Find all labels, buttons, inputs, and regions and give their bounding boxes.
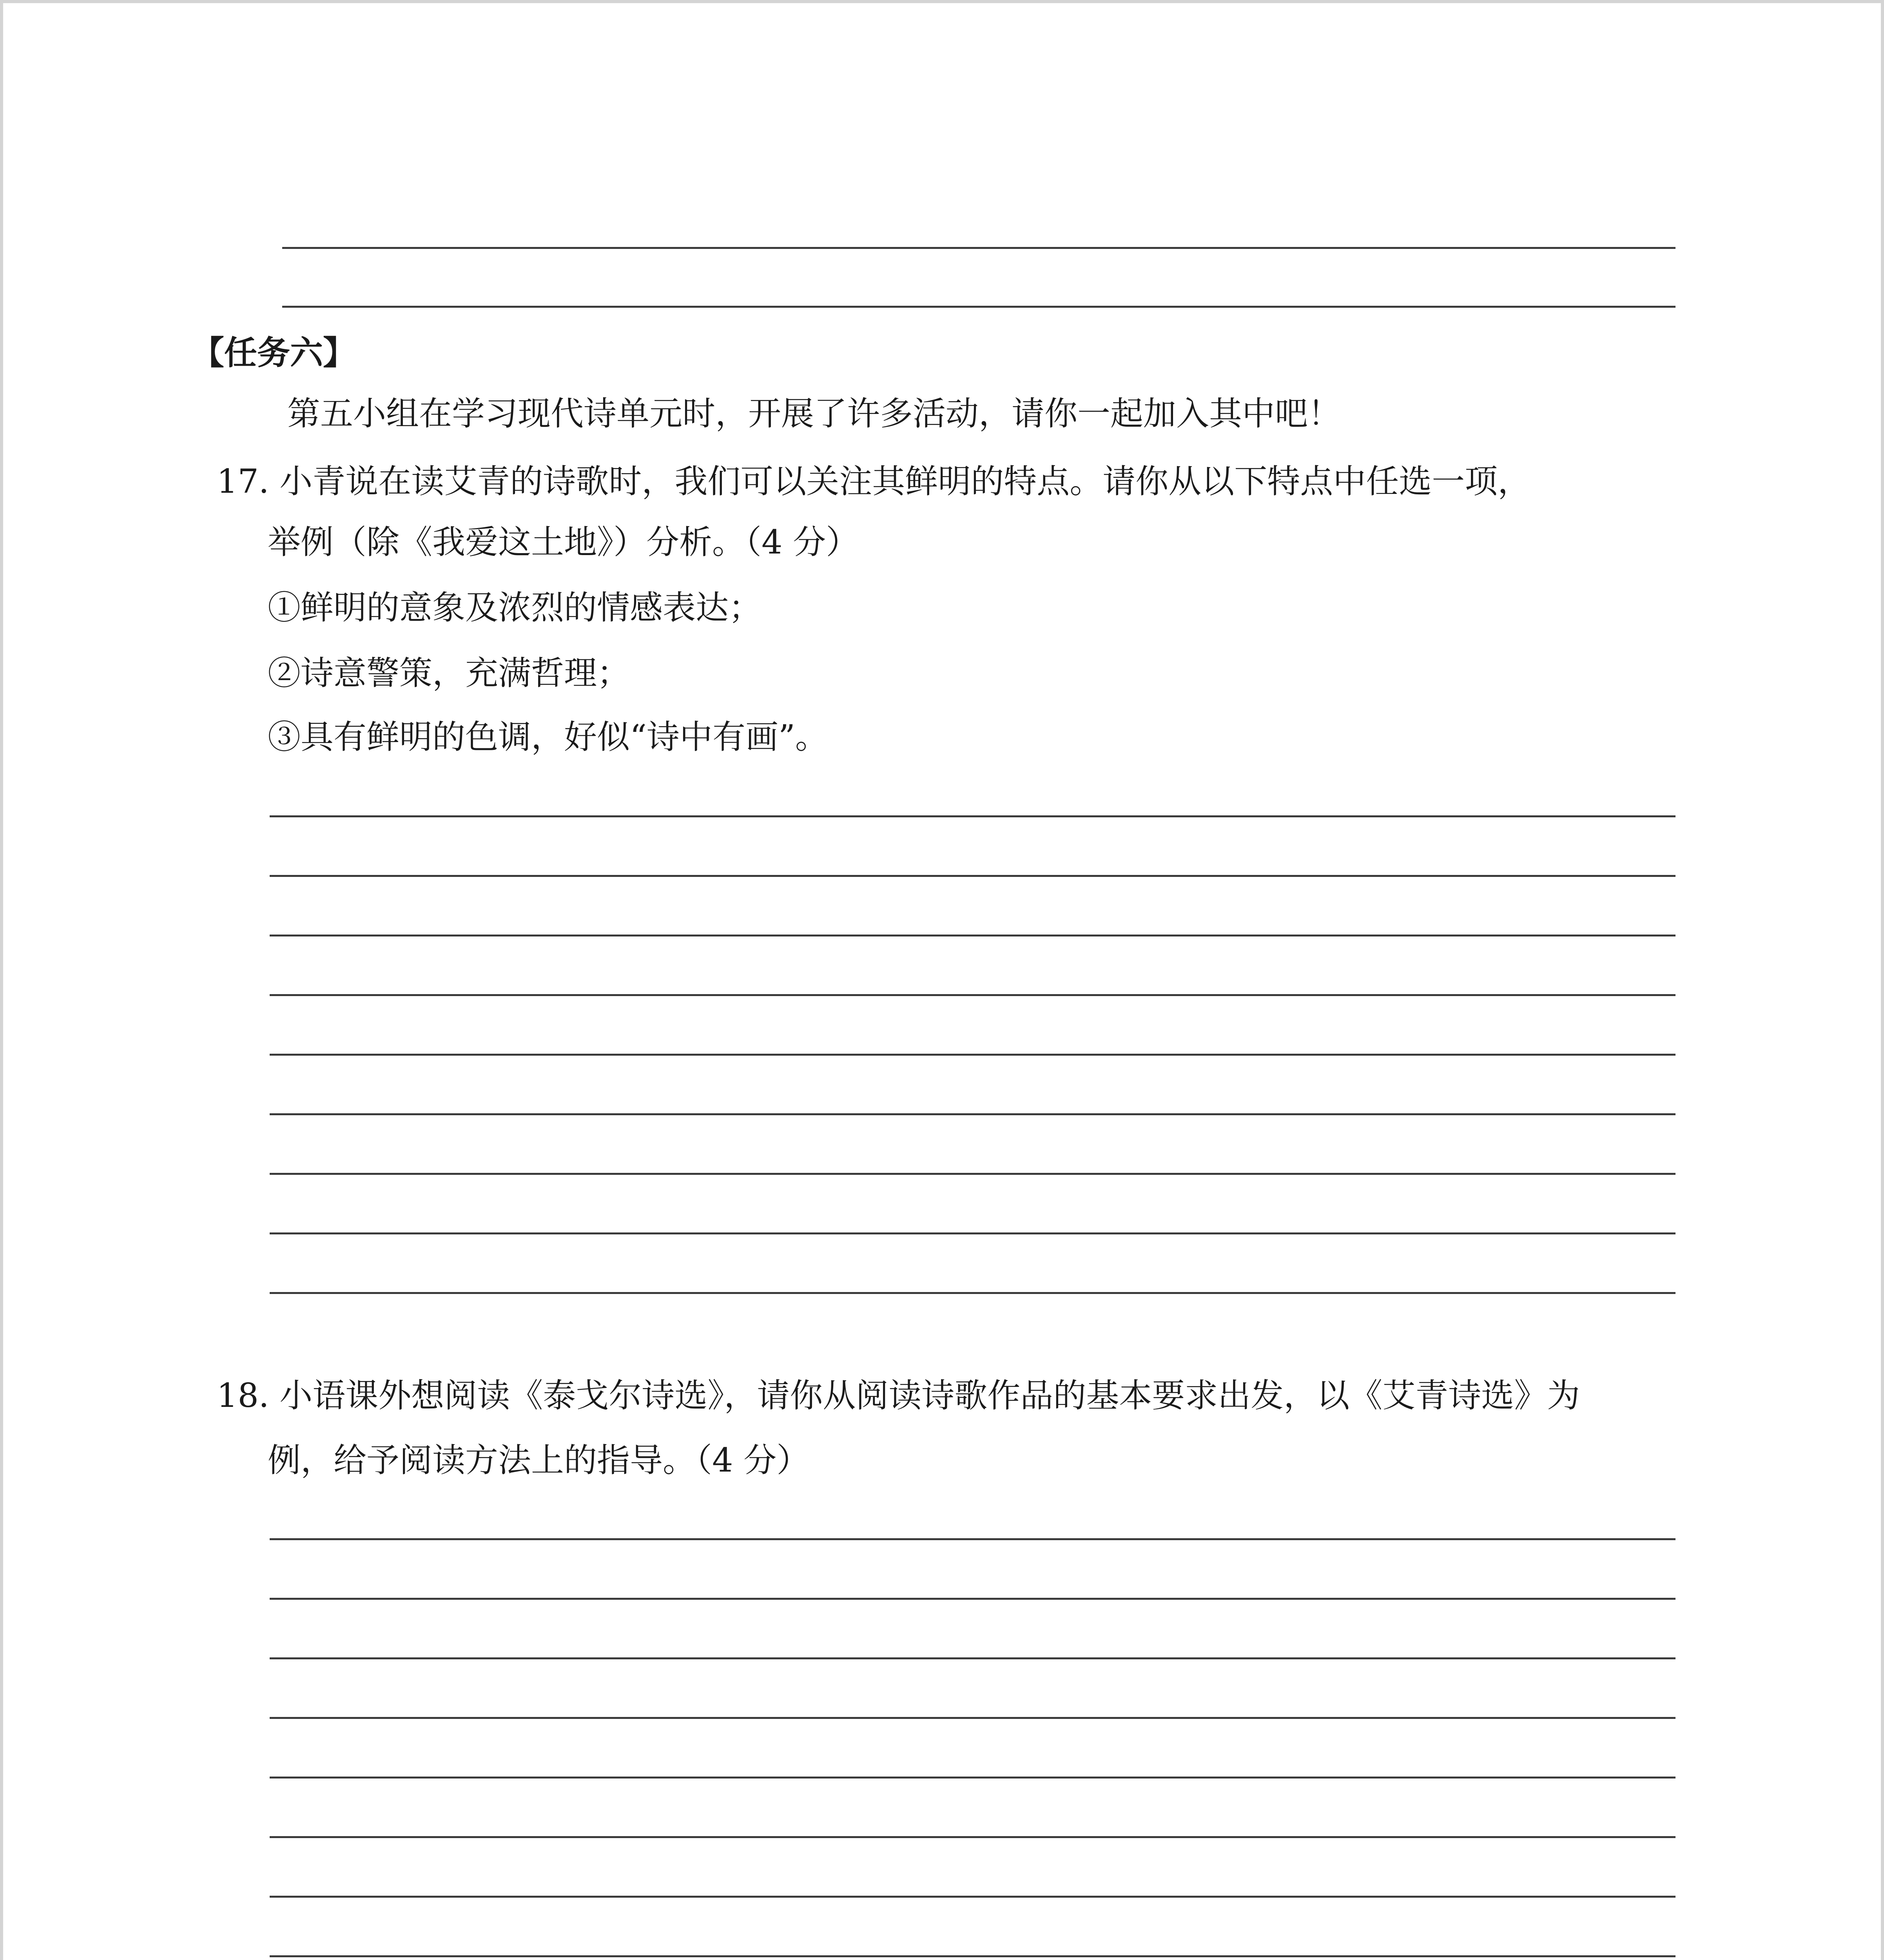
answer-line[interactable] [270,1538,1675,1540]
question-18-line-2: 例，给予阅读方法上的指导。（4 分） [268,1441,810,1479]
answer-line[interactable] [270,935,1675,936]
answer-line[interactable] [270,994,1675,996]
answer-line[interactable] [270,1054,1675,1056]
answer-line[interactable] [270,1173,1675,1175]
question-17-option-1: ①鲜明的意象及浓烈的情感表达； [268,588,762,627]
answer-line[interactable] [270,1232,1675,1234]
answer-line [282,247,1675,249]
answer-line[interactable] [270,1896,1675,1898]
answer-line [282,306,1675,308]
answer-line[interactable] [270,815,1675,817]
question-17-line-1: 17. 小青说在读艾青的诗歌时，我们可以关注其鲜明的特点。请你从以下特点中任选一项， [217,462,1531,501]
answer-line[interactable] [270,1836,1675,1838]
answer-line[interactable] [270,1717,1675,1719]
answer-line[interactable] [270,1292,1675,1294]
question-17-line-2: 举例（除《我爱这土地》）分析。（4 分） [268,523,859,561]
answer-line[interactable] [270,1657,1675,1659]
answer-line[interactable] [270,1598,1675,1600]
answer-line[interactable] [270,875,1675,877]
question-18-line-1: 18. 小语课外想阅读《泰戈尔诗选》，请你从阅读诗歌作品的基本要求出发，以《艾青诗选》为 [217,1376,1580,1415]
question-17-option-3: ③具有鲜明的色调，好似“诗中有画”。 [268,718,828,756]
question-17-option-2: ②诗意警策，充满哲理； [268,654,630,692]
answer-line[interactable] [270,1113,1675,1115]
task-heading: 【任务六】 [191,334,356,372]
answer-line[interactable] [270,1955,1675,1957]
task-intro: 第五小组在学习现代诗单元时，开展了许多活动，请你一起加入其中吧！ [287,394,1341,433]
answer-line[interactable] [270,1777,1675,1779]
